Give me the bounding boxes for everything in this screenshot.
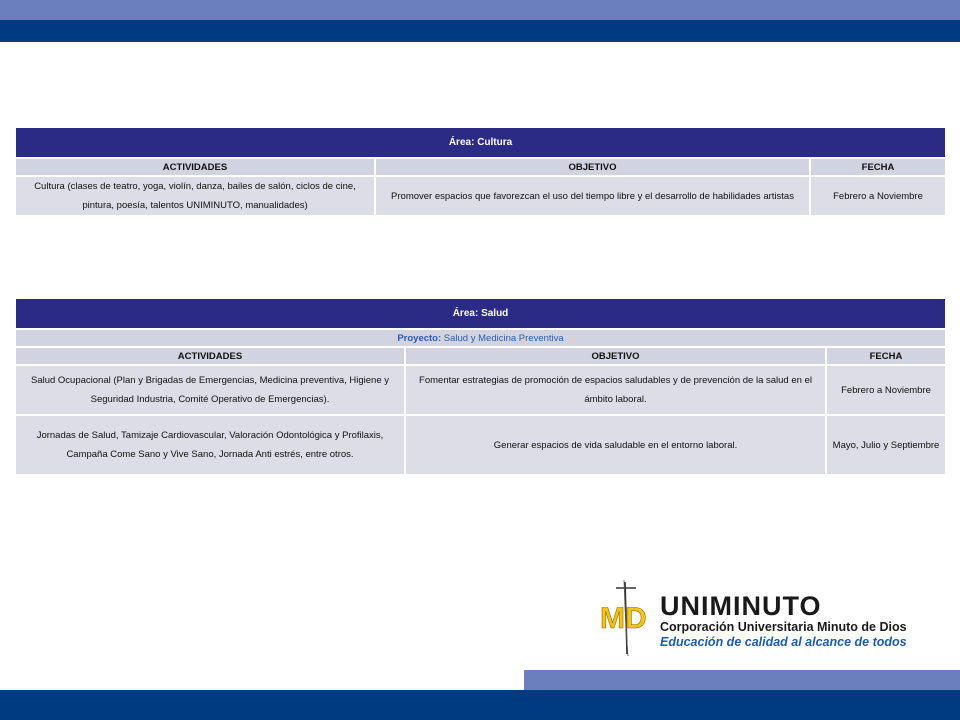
table-row: [16, 176, 945, 216]
logo-name: UNIMINUTO: [660, 591, 822, 621]
area-name: Cultura: [477, 137, 513, 148]
md-letters: MD: [600, 602, 647, 635]
area-label: Área:: [448, 137, 478, 148]
bottom-band-light: [524, 670, 960, 690]
objetivo-cell: Fomentar estrategias de promoción de espacios saludables y de prevención de la salud en el ámbito laboral.: [405, 365, 826, 415]
top-band-dark: [0, 20, 960, 42]
logo-tagline: Educación de calidad al alcance de todos: [660, 635, 907, 649]
table-row: [16, 415, 945, 475]
bottom-band-dark: [0, 690, 960, 720]
md-cross-logo-icon: [598, 578, 662, 658]
column-header-actividades: ACTIVIDADES: [16, 158, 375, 176]
proyecto-label: Proyecto:: [397, 332, 444, 344]
objetivo-cell: Promover espacios que favorezcan el uso del tiempo libre y el desarrollo de habilidades artistas: [375, 176, 810, 216]
proyecto-name: Salud y Medicina Preventiva: [443, 332, 564, 344]
fecha-cell: Febrero a Noviembre: [810, 176, 945, 216]
objetivo-cell: Generar espacios de vida saludable en el entorno laboral.: [405, 415, 826, 475]
cultura-table: [16, 128, 945, 217]
column-header-objetivo: OBJETIVO: [405, 347, 826, 365]
area-label: Área:: [452, 308, 482, 319]
uniminuto-logo: [598, 578, 920, 658]
logo-subtitle: Corporación Universitaria Minuto de Dios: [660, 620, 907, 634]
column-header-objetivo: OBJETIVO: [375, 158, 810, 176]
column-header-fecha: FECHA: [810, 158, 945, 176]
column-header-actividades: ACTIVIDADES: [16, 347, 405, 365]
actividades-cell: Cultura (clases de teatro, yoga, violín, danza, bailes de salón, ciclos de cine, pintura, poesía, talentos UNIMINUTO, manualidades): [16, 176, 375, 216]
cultura-area-header: [16, 128, 945, 158]
column-header-fecha: FECHA: [826, 347, 945, 365]
salud-table: [16, 299, 945, 476]
actividades-cell: Salud Ocupacional (Plan y Brigadas de Emergencias, Medicina preventiva, Higiene y Seguridad Industria, Comité Operativo de Emergencias).: [16, 365, 405, 415]
actividades-cell: Jornadas de Salud, Tamizaje Cardiovascular, Valoración Odontológica y Profilaxis, Campaña Come Sano y Vive Sano, Jornada Anti estrés, entre otros.: [16, 415, 405, 475]
fecha-cell: Febrero a Noviembre: [826, 365, 945, 415]
proyecto-row: [16, 329, 945, 347]
table-row: [16, 365, 945, 415]
salud-area-header: [16, 299, 945, 329]
area-name: Salud: [481, 308, 509, 319]
top-band-light: [0, 0, 960, 20]
fecha-cell: Mayo, Julio y Septiembre: [826, 415, 945, 475]
